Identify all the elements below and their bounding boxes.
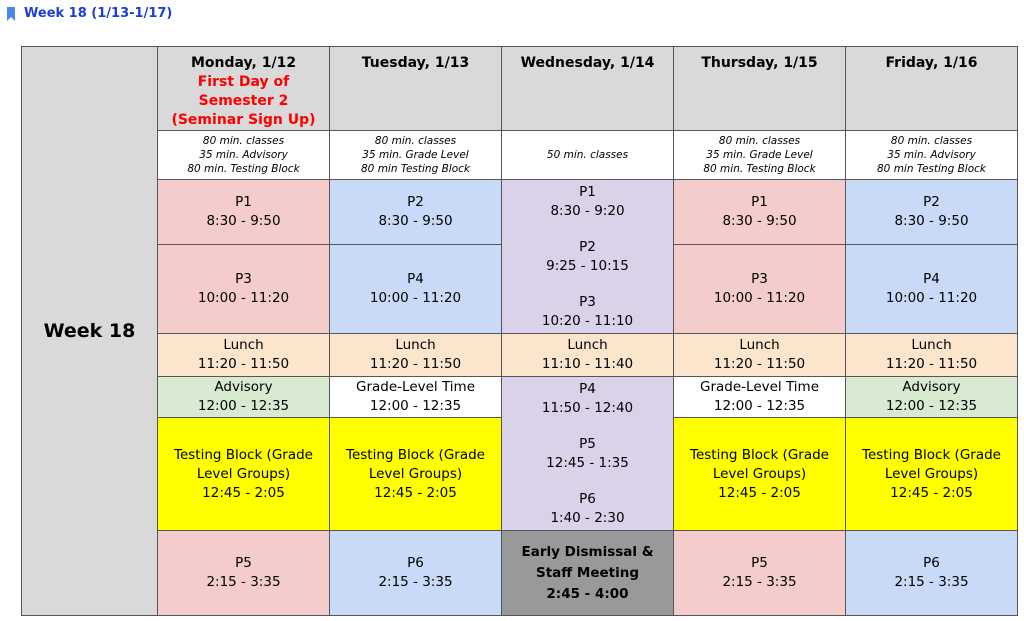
day-note-friday: 80 min. classes 35 min. Advisory 80 min Testing Block <box>846 131 1018 180</box>
day-header-friday: Friday, 1/16 <box>846 47 1018 131</box>
period-cell: P5 2:15 - 3:35 <box>674 531 846 616</box>
heading-text: Week 18 (1/13-1/17) <box>24 6 173 21</box>
grade-level-cell: Grade-Level Time 12:00 - 12:35 <box>674 377 846 418</box>
testing-block-cell: Testing Block (Grade Level Groups) 12:45 - 2:05 <box>158 418 330 531</box>
day-header-monday: Monday, 1/12 First Day of Semester 2 (Seminar Sign Up) <box>158 47 330 131</box>
period-cell: P1 8:30 - 9:50 <box>674 180 846 245</box>
testing-block-cell: Testing Block (Grade Level Groups) 12:45 - 2:05 <box>846 418 1018 531</box>
testing-block-cell: Testing Block (Grade Level Groups) 12:45 - 2:05 <box>674 418 846 531</box>
section-heading[interactable] <box>6 6 172 21</box>
wednesday-morning-periods: P1 8:30 - 9:20 P2 9:25 - 10:15 P3 10:20 - 11:10 <box>502 180 674 334</box>
advisory-cell: Advisory 12:00 - 12:35 <box>846 377 1018 418</box>
period-cell: P3 10:00 - 11:20 <box>674 245 846 334</box>
period-cell: P3 10:00 - 11:20 <box>158 245 330 334</box>
day-note-tuesday: 80 min. classes 35 min. Grade Level 80 min Testing Block <box>330 131 502 180</box>
period-cell: P2 8:30 - 9:50 <box>846 180 1018 245</box>
lunch-cell: Lunch 11:10 - 11:40 <box>502 334 674 377</box>
period-cell: P6 2:15 - 3:35 <box>846 531 1018 616</box>
day-header-wednesday: Wednesday, 1/14 <box>502 47 674 131</box>
early-dismissal-cell: Early Dismissal & Staff Meeting 2:45 - 4:00 <box>502 531 674 616</box>
lunch-cell: Lunch 11:20 - 11:50 <box>846 334 1018 377</box>
period-cell: P2 8:30 - 9:50 <box>330 180 502 245</box>
period-cell: P6 2:15 - 3:35 <box>330 531 502 616</box>
day-note-wednesday: 50 min. classes <box>502 131 674 180</box>
day-note-monday: 80 min. classes 35 min. Advisory 80 min. Testing Block <box>158 131 330 180</box>
wednesday-afternoon-periods: P4 11:50 - 12:40 P5 12:45 - 1:35 P6 1:40 - 2:30 <box>502 377 674 531</box>
period-cell: P4 10:00 - 11:20 <box>846 245 1018 334</box>
lunch-cell: Lunch 11:20 - 11:50 <box>674 334 846 377</box>
bookmark-icon <box>6 7 16 21</box>
period-cell: P1 8:30 - 9:50 <box>158 180 330 245</box>
testing-block-cell: Testing Block (Grade Level Groups) 12:45 - 2:05 <box>330 418 502 531</box>
semester-note: First Day of Semester 2 (Seminar Sign Up) <box>171 74 316 128</box>
period-cell: P4 10:00 - 11:20 <box>330 245 502 334</box>
schedule-table <box>21 46 1018 616</box>
day-header-thursday: Thursday, 1/15 <box>674 47 846 131</box>
day-note-thursday: 80 min. classes 35 min. Grade Level 80 min. Testing Block <box>674 131 846 180</box>
grade-level-cell: Grade-Level Time 12:00 - 12:35 <box>330 377 502 418</box>
advisory-cell: Advisory 12:00 - 12:35 <box>158 377 330 418</box>
week-label: Week 18 <box>22 47 158 616</box>
day-header-tuesday: Tuesday, 1/13 <box>330 47 502 131</box>
lunch-cell: Lunch 11:20 - 11:50 <box>158 334 330 377</box>
period-cell: P5 2:15 - 3:35 <box>158 531 330 616</box>
lunch-cell: Lunch 11:20 - 11:50 <box>330 334 502 377</box>
